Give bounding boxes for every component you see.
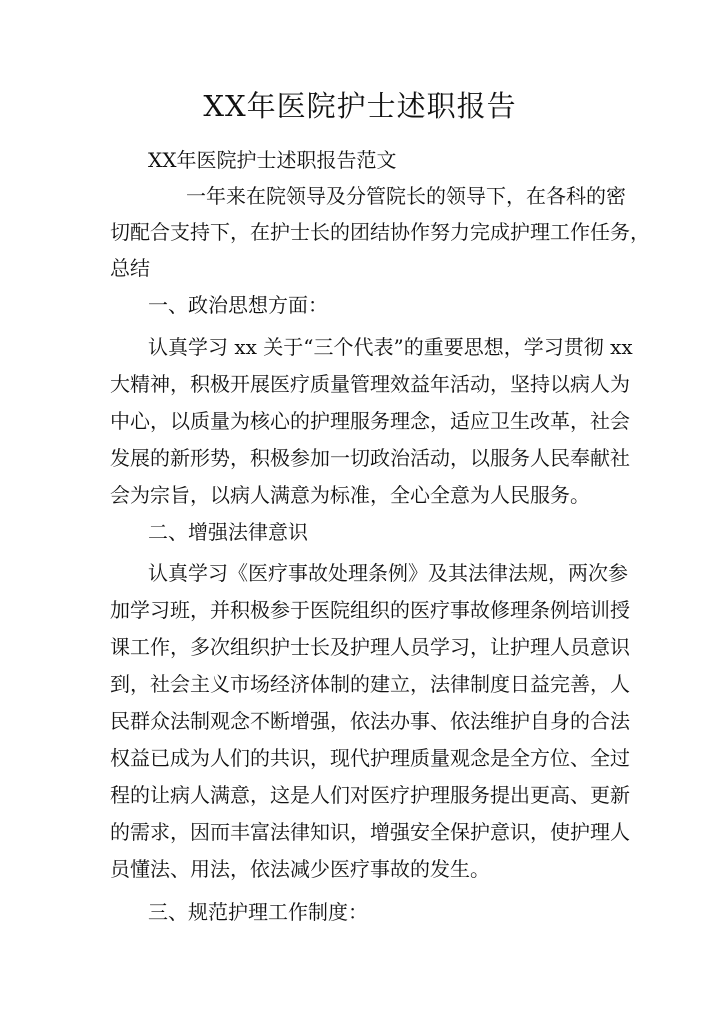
paragraph-line: 加学习班，并积极参于医院组织的医疗事故修理条例培训授 xyxy=(110,598,630,622)
paragraph-line: 民群众法制观念不断增强，依法办事、依法维护自身的合法 xyxy=(110,709,630,733)
paragraph-line: 大精神，积极开展医疗质量管理效益年活动，坚持以病人为 xyxy=(110,372,630,396)
section-heading-law: 二、增强法律意识 xyxy=(148,520,308,544)
intro-line: 切配合支持下，在护士长的团结协作努力完成护理工作任务， xyxy=(110,220,650,244)
intro-line: 一年来在院领导及分管院长的领导下，在各科的密 xyxy=(186,184,626,208)
document-title: XX年医院护士述职报告 xyxy=(203,89,517,123)
document-subtitle: XX年医院护士述职报告范文 xyxy=(148,148,397,172)
paragraph-line: 会为宗旨，以病人满意为标准，全心全意为人民服务。 xyxy=(110,483,590,507)
paragraph-line: 到，社会主义市场经济体制的建立，法律制度日益完善，人 xyxy=(110,672,630,696)
paragraph-line: 员懂法、用法，依法减少医疗事故的发生。 xyxy=(110,857,490,881)
section-heading-rules: 三、规范护理工作制度： xyxy=(148,900,368,924)
section-heading-politics: 一、政治思想方面： xyxy=(148,293,328,317)
paragraph-line: 课工作，多次组织护士长及护理人员学习，让护理人员意识 xyxy=(110,635,630,659)
paragraph-line: 程的让病人满意，这是人们对医疗护理服务提出更高、更新 xyxy=(110,783,630,807)
paragraph-line: 中心，以质量为核心的护理服务理念，适应卫生改革，社会 xyxy=(110,409,630,433)
intro-line: 总结 xyxy=(110,256,150,280)
paragraph-line: 认真学习《医疗事故处理条例》及其法律法规，两次参 xyxy=(148,561,628,585)
paragraph-line: 认真学习 xx 关于“三个代表”的重要思想，学习贯彻 xx xyxy=(148,335,633,359)
paragraph-line: 权益已成为人们的共识，现代护理质量观念是全方位、全过 xyxy=(110,746,630,770)
paragraph-line: 的需求，因而丰富法律知识，增强安全保护意识，使护理人 xyxy=(110,820,630,844)
paragraph-line: 发展的新形势，积极参加一切政治活动，以服务人民奉献社 xyxy=(110,446,630,470)
